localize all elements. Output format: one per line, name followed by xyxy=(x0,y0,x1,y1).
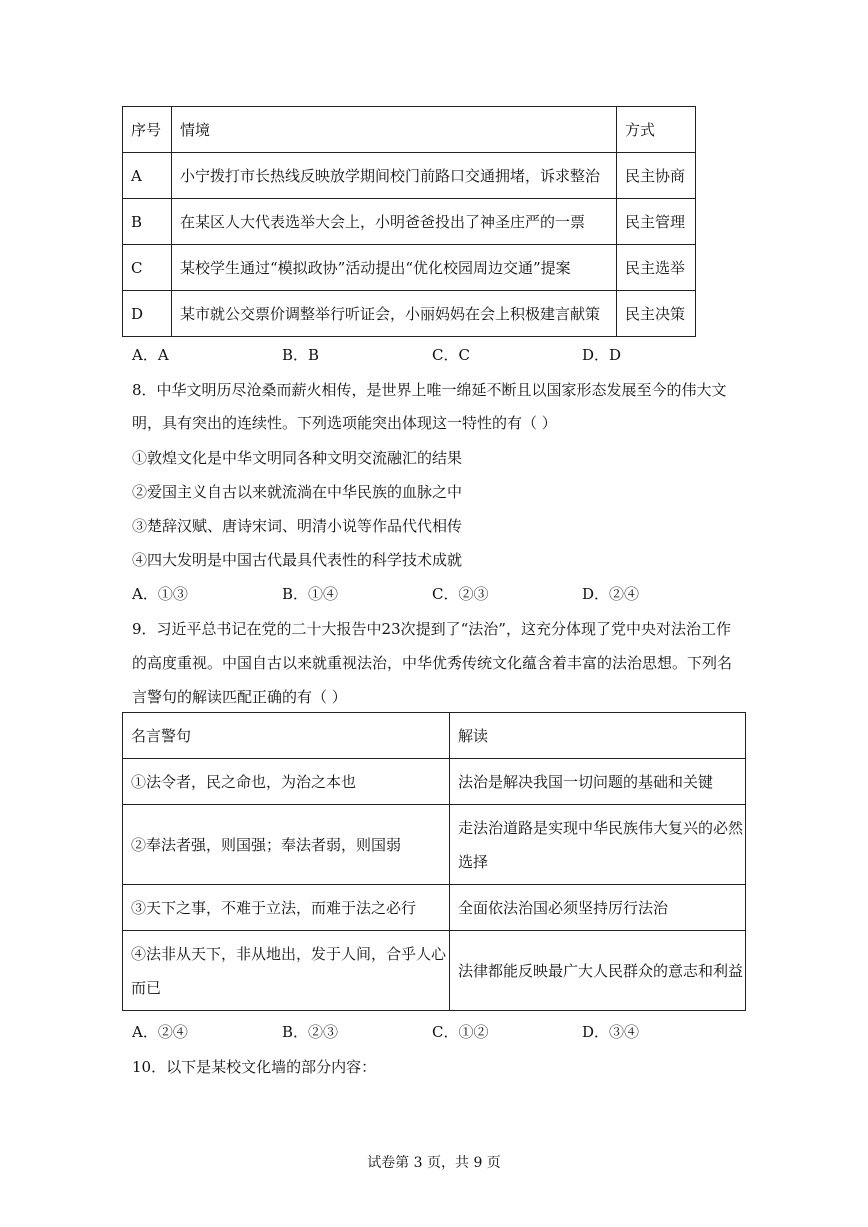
table-cell: 全面依法治国必须坚持厉行法治 xyxy=(450,885,746,931)
option-c: C．C xyxy=(432,346,470,364)
table-cell: ④法非从天下，非从地出，发于人间，合乎人心而已 xyxy=(123,931,450,1011)
table-header-cell: 解读 xyxy=(450,713,746,759)
table-cell: 法律都能反映最广大人民群众的意志和利益 xyxy=(450,931,746,1011)
q8-options xyxy=(132,583,639,604)
option-a: A．②④ xyxy=(132,1023,188,1041)
option-b: B．②③ xyxy=(282,1023,339,1041)
table-row xyxy=(123,805,746,885)
q8-item: ④四大发明是中国古代最具代表性的科学技术成就 xyxy=(132,551,463,569)
option-b: B．B xyxy=(282,346,320,364)
table-row xyxy=(123,291,696,337)
table-cell: B xyxy=(123,199,172,245)
table-header-cell: 情境 xyxy=(172,107,617,153)
table-cell: ③天下之事，不难于立法，而难于法之必行 xyxy=(123,885,450,931)
table-cell: 法治是解决我国一切问题的基础和关键 xyxy=(450,759,746,805)
table-cell: 民主选举 xyxy=(617,245,696,291)
option-d: D．D xyxy=(582,346,622,364)
table-cell: 小宁拨打市长热线反映放学期间校门前路口交通拥堵，诉求整治 xyxy=(172,153,617,199)
table-cell: 民主管理 xyxy=(617,199,696,245)
table-cell: ①法令者，民之命也，为治之本也 xyxy=(123,759,450,805)
q8-stem-line2: 明，具有突出的连续性。下列选项能突出体现这一特性的有（ ） xyxy=(132,414,557,432)
table-header-row xyxy=(123,713,746,759)
table-row xyxy=(123,199,696,245)
q8-item: ①敦煌文化是中华文明同各种文明交流融汇的结果 xyxy=(132,449,463,467)
option-a: A．A xyxy=(132,346,169,364)
option-b: B．①④ xyxy=(282,585,339,603)
q10-stem: 10．以下是某校文化墙的部分内容： xyxy=(132,1058,377,1076)
quote-table xyxy=(122,712,746,1011)
table-header-cell: 方式 xyxy=(617,107,696,153)
table-cell: 走法治道路是实现中华民族伟大复兴的必然选择 xyxy=(450,805,746,885)
table-row xyxy=(123,759,746,805)
table-header-row xyxy=(123,107,696,153)
table-cell: C xyxy=(123,245,172,291)
option-c: C．②③ xyxy=(432,585,489,603)
q9-options xyxy=(132,1021,639,1042)
q9-stem-line1: 9．习近平总书记在党的二十大报告中23次提到了“法治”，这充分体现了党中央对法治工作 xyxy=(132,620,731,638)
page-footer: 试卷第 3 页，共 9 页 xyxy=(367,1155,501,1171)
table-cell: 在某区人大代表选举大会上，小明爸爸投出了神圣庄严的一票 xyxy=(172,199,617,245)
q9-stem-line2: 的高度重视。中国自古以来就重视法治，中华优秀传统文化蕴含着丰富的法治思想。下列名 xyxy=(132,654,733,672)
table-cell: 民主决策 xyxy=(617,291,696,337)
option-a: A．①③ xyxy=(132,585,188,603)
table-cell: 某市就公交票价调整举行听证会，小丽妈妈在会上积极建言献策 xyxy=(172,291,617,337)
table-cell: D xyxy=(123,291,172,337)
q8-item: ③楚辞汉赋、唐诗宋词、明清小说等作品代代相传 xyxy=(132,517,463,535)
table-header-cell: 名言警句 xyxy=(123,713,450,759)
q8-stem-line1: 8．中华文明历尽沧桑而薪火相传，是世界上唯一绵延不断且以国家形态发展至今的伟大文 xyxy=(132,381,727,399)
table-row xyxy=(123,153,696,199)
option-d: D．③④ xyxy=(582,1023,640,1041)
q8-item: ②爱国主义自古以来就流淌在中华民族的血脉之中 xyxy=(132,483,463,501)
table-header-cell: 序号 xyxy=(123,107,172,153)
scenario-table xyxy=(122,106,696,337)
table-row xyxy=(123,245,696,291)
table-row xyxy=(123,931,746,1011)
table-cell: ②奉法者强，则国强；奉法者弱，则国弱 xyxy=(123,805,450,885)
table-row xyxy=(123,885,746,931)
option-d: D．②④ xyxy=(582,585,640,603)
table-cell: A xyxy=(123,153,172,199)
option-c: C．①② xyxy=(432,1023,489,1041)
q9-stem-line3: 言警句的解读匹配正确的有（ ） xyxy=(132,688,347,706)
table-cell: 某校学生通过“模拟政协”活动提出“优化校园周边交通”提案 xyxy=(172,245,617,291)
table-cell: 民主协商 xyxy=(617,153,696,199)
q7-options xyxy=(132,344,621,365)
